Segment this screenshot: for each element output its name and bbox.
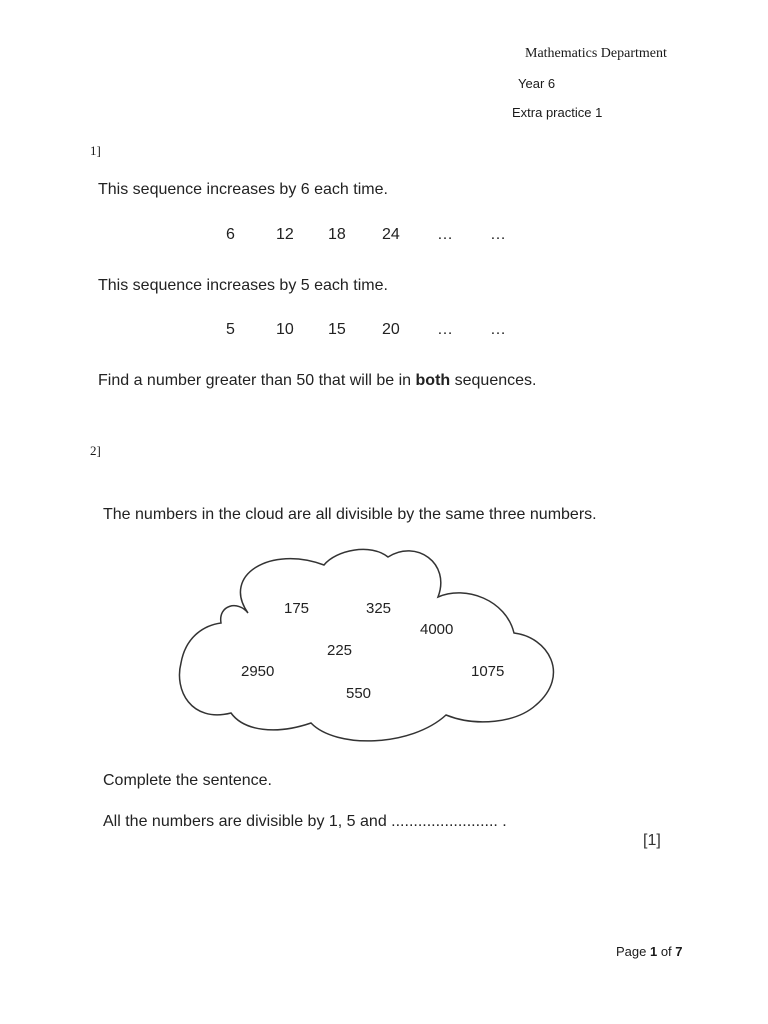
sequence-term: 18 <box>328 226 346 243</box>
page-current: 1 <box>649 944 658 959</box>
page-of: of <box>657 944 676 959</box>
sequence-term: 6 <box>226 226 235 243</box>
sequence-1-description: This sequence increases by 6 each time. <box>98 181 388 198</box>
question-2-instruction: Complete the sentence. <box>103 772 272 789</box>
prompt-emphasis: both <box>415 372 451 389</box>
year-label: Year 6 <box>518 76 556 91</box>
marks-label: [1] <box>643 832 661 849</box>
question-2-intro: The numbers in the cloud are all divisible by the same three numbers. <box>103 506 597 523</box>
cloud-number: 4000 <box>420 621 454 638</box>
page-label: Page <box>616 944 650 959</box>
cloud-number: 175 <box>284 600 310 617</box>
sequence-term: … <box>490 226 506 243</box>
worksheet-title: Extra practice 1 <box>512 105 603 120</box>
question-2-number: 2] <box>90 443 101 458</box>
department-heading: Mathematics Department <box>525 46 667 61</box>
prompt-text-end: sequences. <box>450 372 537 389</box>
number-cloud <box>176 545 560 745</box>
sequence-term: 5 <box>226 321 235 338</box>
page-number <box>616 944 683 959</box>
cloud-number: 1075 <box>471 663 505 680</box>
sequence-term: 15 <box>328 321 346 338</box>
sequence-term: … <box>490 321 506 338</box>
cloud-number: 325 <box>366 600 392 617</box>
sequence-2-description: This sequence increases by 5 each time. <box>98 277 388 294</box>
sequence-term: 12 <box>276 226 294 243</box>
question-1-prompt <box>98 372 536 390</box>
sequence-term: … <box>437 226 453 243</box>
question-2-sentence: All the numbers are divisible by 1, 5 and ........................ . <box>103 813 507 830</box>
cloud-number: 2950 <box>241 663 275 680</box>
sequence-term: … <box>437 321 453 338</box>
sequence-term: 10 <box>276 321 294 338</box>
cloud-number: 225 <box>327 642 353 659</box>
cloud-outline <box>179 549 553 740</box>
cloud-number: 550 <box>346 685 372 702</box>
sequence-term: 20 <box>382 321 400 338</box>
sequence-term: 24 <box>382 226 400 243</box>
page-total: 7 <box>675 944 683 959</box>
question-1-number: 1] <box>90 143 101 158</box>
prompt-text: Find a number greater than 50 that will be in <box>98 372 416 389</box>
